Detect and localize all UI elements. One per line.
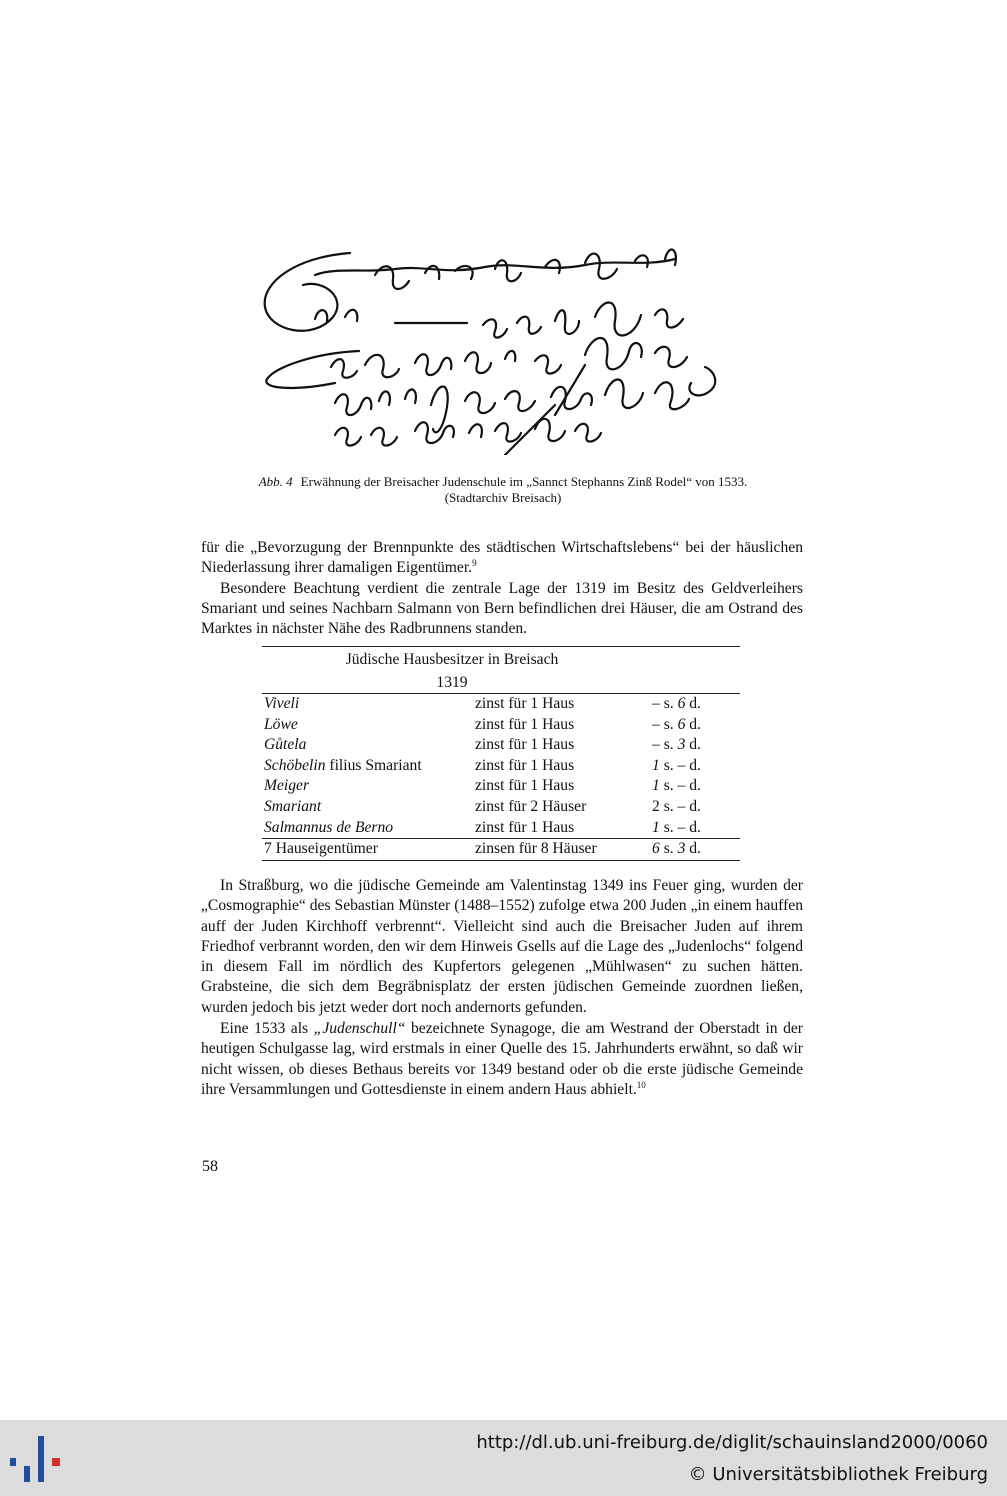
owner-name: Salmannus de Berno: [264, 818, 394, 836]
page-number: 58: [202, 1158, 218, 1175]
table-total-row: [262, 839, 740, 860]
total-houses: zinsen für 8 Häuser: [475, 840, 597, 858]
tax-amount: – s. 3 d.: [652, 736, 701, 754]
tax-amount: 1 s. – d.: [652, 777, 701, 795]
paragraph: In Straßburg, wo die jüdische Gemeinde am Valentinstag 1349 ins Feuer ging, wurden der „Cosmographie“ des Sebastian Münster (1488–1552) zufolge etwa 200 Juden „in einem hauffen auff der Juden Kirchhoff verbrennt“. Vielleicht sind auch die Breisacher Juden auf ihrem Friedhof verbrannt worden, den wir dem Hinweis Gsells auf die Lage des „Judenlochs“ folgend in diesem Fall im nördlich des Kupfertors gelegenen „Mühlwasen“ zu suchen hätten. Grabsteine, die sich dem Begräbnisplatz der ersten jüdischen Gemeinde zuordnen ließen, wurden jedoch bis jetzt weder dort noch andernorts gefunden.: [201, 877, 803, 1016]
library-logo-icon: [6, 1434, 68, 1486]
table-row: [262, 694, 740, 715]
owner-name: Löwe: [264, 715, 298, 733]
owner-name: Smariant: [264, 797, 322, 815]
tax-basis: zinst für 1 Haus: [475, 818, 575, 836]
paragraph: Eine 1533 als „Judenschull“ bezeichnete Synagoge, die am Westrand der Oberstadt in der heutigen Schulgasse lag, wird erstmals in einer Quelle des 15. Jahrhunderts erwähnt, so daß wir nicht wissen, ob dieses Bethaus bereits vor 1349 bestand oder ob die erste jüdische Gemeinde ihre Versammlungen und Gottesdienste in einem andern Haus abhielt.$^{10}$: [201, 1020, 803, 1098]
table-row: [262, 818, 740, 839]
tax-basis: zinst für 2 Häuser: [475, 797, 587, 815]
figure-label: Abb. 4: [258, 474, 293, 489]
text-block-lower: [201, 876, 803, 1100]
manuscript-facsimile-image: [255, 245, 735, 455]
text-block-upper: [201, 538, 803, 639]
figure-caption-source: (Stadtarchiv Breisach): [444, 490, 562, 505]
paragraph: Besondere Beachtung verdient die zentrale Lage der 1319 im Besitz des Geldverleihers Smariant und seines Nachbarn Salmann von Bern befindlichen drei Häuser, die am Ostrand des Marktes in nächster Nähe des Radbrunnens standen.: [201, 579, 803, 638]
tax-basis: zinst für 1 Haus: [475, 736, 575, 754]
footnote-marker: 10: [636, 1079, 646, 1090]
footnote-marker: 9: [472, 558, 477, 569]
total-owners: 7 Hauseigentümer: [264, 840, 378, 858]
tax-basis: zinst für 1 Haus: [475, 756, 575, 774]
tax-basis: zinst für 1 Haus: [475, 695, 575, 712]
table-year: 1319: [436, 674, 468, 691]
table-top-rule: [262, 646, 740, 647]
house-owners-table: [262, 646, 740, 861]
tax-amount: – s. 6 d.: [652, 695, 701, 712]
figure-caption: [200, 474, 806, 490]
table-bottom-rule: [262, 860, 740, 861]
logo-bar: [38, 1436, 44, 1482]
logo-bar: [52, 1458, 60, 1466]
owner-name: Meiger: [264, 777, 310, 795]
document-url-link[interactable]: http://dl.ub.uni-freiburg.de/diglit/schauinsland2000/0060: [476, 1432, 988, 1453]
footer-bar: [0, 1420, 1007, 1496]
total-amount: 6 s. 3 d.: [652, 840, 701, 858]
figure-caption-line1: Erwähnung der Breisacher Judenschule im „Sannct Stephanns Zinß Rodel“ von 1533.: [300, 474, 748, 489]
owner-name: Viveli: [264, 695, 300, 712]
copyright-notice: © Universitätsbibliothek Freiburg: [688, 1464, 988, 1485]
table-body: [262, 694, 740, 838]
table-row: [262, 735, 740, 756]
logo-bar: [10, 1458, 16, 1466]
table-row: [262, 797, 740, 818]
paragraph: für die „Bevorzugung der Brennpunkte des städtischen Wirtschaftslebens“ bei der häuslichen Niederlassung ihrer damaligen Eigentümer.$^9$: [201, 539, 803, 577]
table-row: [262, 715, 740, 736]
tax-basis: zinst für 1 Haus: [475, 777, 575, 795]
logo-bar: [24, 1466, 30, 1482]
tax-basis: zinst für 1 Haus: [475, 715, 575, 733]
table-title: Jüdische Hausbesitzer in Breisach: [345, 651, 559, 668]
table-row: [262, 776, 740, 797]
tax-amount: 1 s. – d.: [652, 818, 701, 836]
owner-name: Schöbelin filius Smariant: [264, 756, 422, 774]
owner-name: Gůtela: [264, 736, 307, 754]
tax-amount: 2 s. – d.: [652, 797, 701, 815]
tax-amount: – s. 6 d.: [652, 715, 701, 733]
tax-amount: 1 s. – d.: [652, 756, 701, 774]
table-row: [262, 756, 740, 777]
